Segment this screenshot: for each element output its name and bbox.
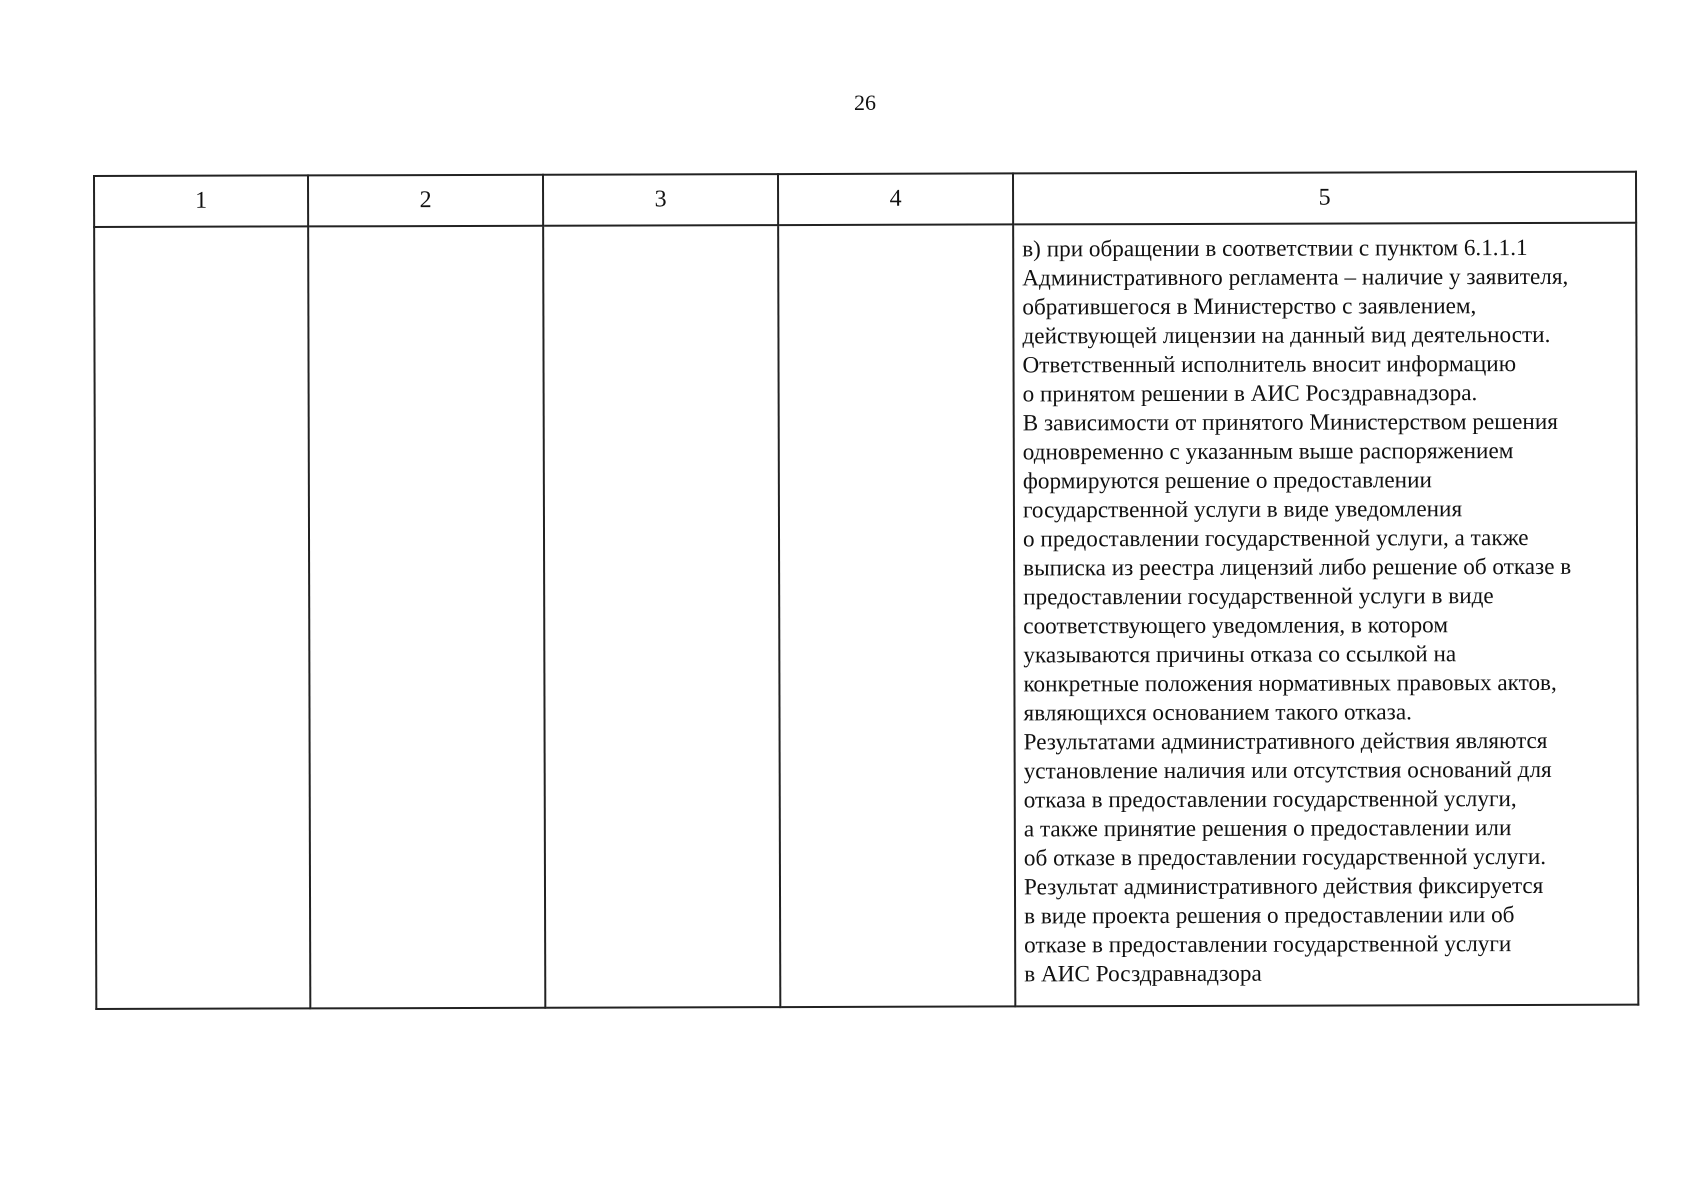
column-header-1: 1 <box>94 175 308 227</box>
text-line: конкретные положения нормативных правовых актов, <box>1023 669 1557 698</box>
text-line: Административного регламента – наличие у заявителя, <box>1022 263 1569 292</box>
text-line: о предоставлении государственной услуги, а также <box>1022 524 1529 553</box>
cell-col-1 <box>94 226 310 1009</box>
cell-col-2 <box>308 226 545 1009</box>
text-line: действующей лицензии на данный вид деятельности. <box>1022 321 1551 350</box>
text-line: в виде проекта решения о предоставлении или об <box>1024 902 1515 930</box>
text-line: Ответственный исполнитель вносит информацию <box>1022 351 1517 379</box>
text-line: Результатами административного действия являются <box>1023 727 1548 756</box>
text-line: о принятом решении в АИС Росздравнадзора. <box>1022 380 1478 408</box>
text-line: отказа в предоставлении государственной услуги, <box>1023 786 1517 814</box>
column-header-5: 5 <box>1013 172 1636 225</box>
column-header-2: 2 <box>308 175 543 227</box>
text-line: являющихся основанием такого отказа. <box>1023 699 1412 727</box>
text-line: предоставлении государственной услуги в виде <box>1023 583 1494 611</box>
text-line: обратившегося в Министерство с заявлением, <box>1022 293 1477 321</box>
text-line: установление наличия или отсутствия оснований для <box>1023 756 1552 785</box>
text-line: соответствующего уведомления, в котором <box>1023 612 1449 640</box>
text-line: В зависимости от принятого Министерством решения <box>1022 408 1558 437</box>
cell-col-4 <box>778 224 1015 1007</box>
text-line: Результат административного действия фиксируется <box>1023 872 1544 901</box>
text-line: указываются причины отказа со ссылкой на <box>1023 641 1457 669</box>
text-line: одновременно с указанным выше распоряжением <box>1022 438 1514 466</box>
cell-col-5 <box>1013 223 1638 1007</box>
text-line: об отказе в предоставлении государственной услуги. <box>1023 843 1547 872</box>
page-number: 26 <box>854 90 876 115</box>
text-line: выписка из реестра лицензий либо решение об отказе в <box>1023 553 1572 582</box>
cell-col-3 <box>543 225 780 1008</box>
table-row <box>94 223 1638 1009</box>
column-header-4: 4 <box>778 173 1013 225</box>
procedure-table <box>93 171 1639 1010</box>
text-line: в АИС Росздравнадзора <box>1024 960 1262 988</box>
text-line: отказе в предоставлении государственной услуги <box>1024 931 1512 959</box>
column-header-3: 3 <box>543 174 778 226</box>
text-line: а также принятие решения о предоставлении или <box>1023 815 1512 843</box>
cell-col-5-text <box>1014 224 1637 996</box>
table-header-row <box>94 172 1636 227</box>
text-line: формируются решение о предоставлении <box>1022 467 1432 495</box>
text-line: в) при обращении в соответствии с пунктом 6.1.1.1 <box>1022 234 1528 263</box>
text-line: государственной услуги в виде уведомления <box>1022 496 1463 524</box>
